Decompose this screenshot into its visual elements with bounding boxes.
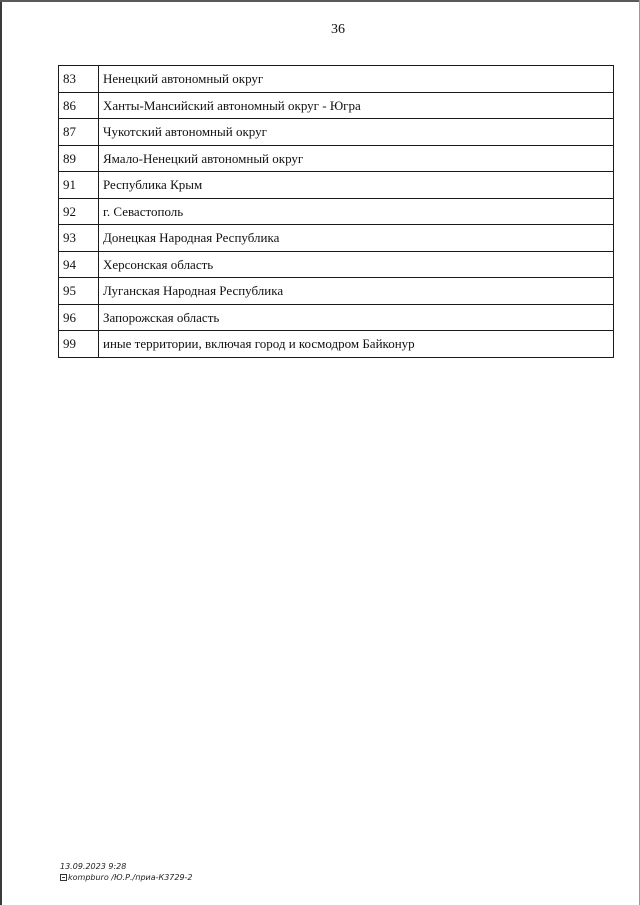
footer-file-ref: kompburo /Ю.Р./приа-К3729-2 xyxy=(68,873,193,882)
table-row xyxy=(59,251,614,278)
region-code-cell: 94 xyxy=(59,251,99,278)
region-code-cell: 87 xyxy=(59,119,99,146)
document-icon xyxy=(60,874,67,881)
region-name-cell: г. Севастополь xyxy=(99,198,614,225)
regions-table-body xyxy=(59,66,614,358)
scan-edge-left xyxy=(0,0,2,905)
region-name-cell: Ямало-Ненецкий автономный округ xyxy=(99,145,614,172)
regions-table xyxy=(58,65,614,358)
region-code-cell: 89 xyxy=(59,145,99,172)
region-code-cell: 99 xyxy=(59,331,99,358)
table-row xyxy=(59,119,614,146)
footer-stamp xyxy=(60,861,193,883)
table-row xyxy=(59,225,614,252)
region-name-cell: Луганская Народная Республика xyxy=(99,278,614,305)
table-row xyxy=(59,66,614,93)
region-code-cell: 92 xyxy=(59,198,99,225)
region-code-cell: 93 xyxy=(59,225,99,252)
scan-edge-top xyxy=(0,0,640,2)
region-code-cell: 86 xyxy=(59,92,99,119)
region-name-cell: иные территории, включая город и космодром Байконур xyxy=(99,331,614,358)
page-number: 36 xyxy=(331,22,345,37)
region-code-cell: 83 xyxy=(59,66,99,93)
region-name-cell: Чукотский автономный округ xyxy=(99,119,614,146)
footer-file-line xyxy=(60,872,193,883)
table-row xyxy=(59,198,614,225)
region-code-cell: 96 xyxy=(59,304,99,331)
region-name-cell: Запорожская область xyxy=(99,304,614,331)
table-row xyxy=(59,278,614,305)
table-row xyxy=(59,172,614,199)
region-name-cell: Донецкая Народная Республика xyxy=(99,225,614,252)
region-name-cell: Ненецкий автономный округ xyxy=(99,66,614,93)
table-row xyxy=(59,304,614,331)
region-name-cell: Ханты-Мансийский автономный округ - Югра xyxy=(99,92,614,119)
region-name-cell: Республика Крым xyxy=(99,172,614,199)
region-code-cell: 91 xyxy=(59,172,99,199)
table-row xyxy=(59,145,614,172)
footer-timestamp: 13.09.2023 9:28 xyxy=(60,862,127,871)
region-name-cell: Херсонская область xyxy=(99,251,614,278)
table-row xyxy=(59,331,614,358)
table-row xyxy=(59,92,614,119)
region-code-cell: 95 xyxy=(59,278,99,305)
